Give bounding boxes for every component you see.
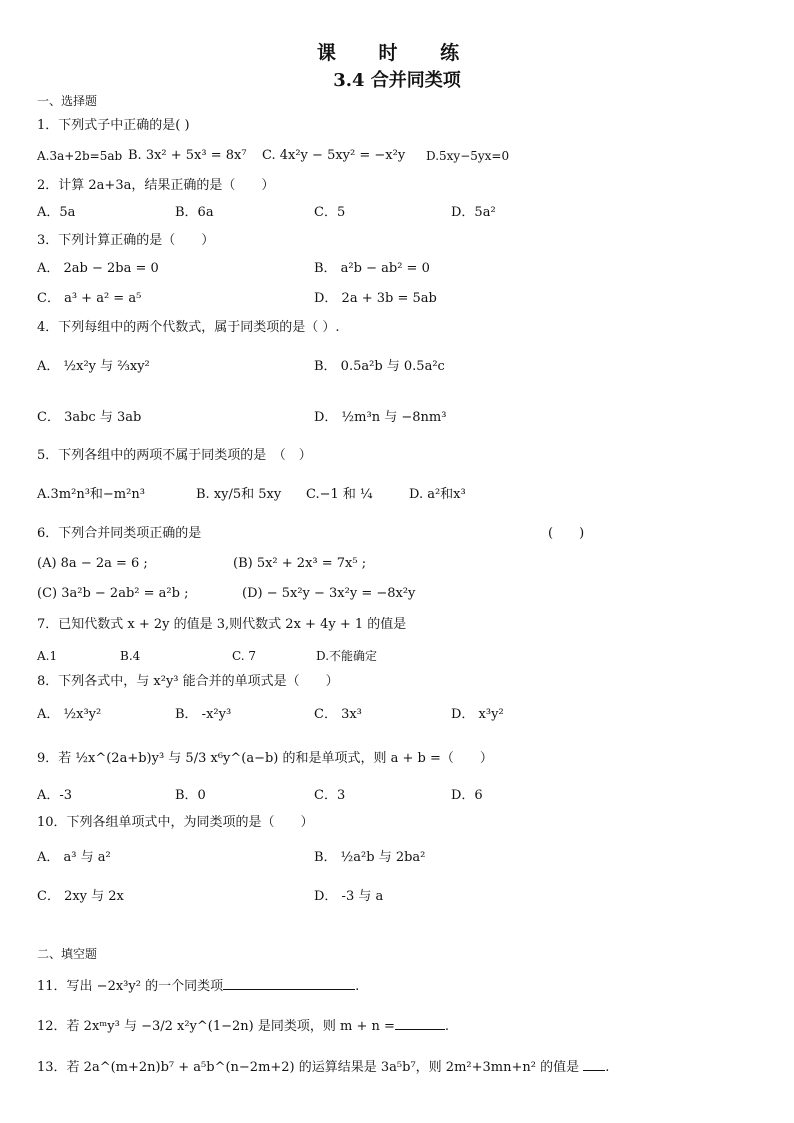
question-3-option-b: B． a²b − ab² = 0 <box>314 261 430 276</box>
question-13-stem: 13．若 2a^(m+2n)b⁷ + a⁵b^(n−2m+2) 的运算结果是 3a⁵b⁷，则 2m²+3mn+n² 的值是 <box>37 1060 580 1075</box>
question-11-stem: 11．写出 −2x³y² 的一个同类项 <box>37 979 224 994</box>
question-7-option-b: B.4 <box>120 649 141 663</box>
question-9-option-b: B．0 <box>175 788 206 803</box>
question-12-stem: 12．若 2xᵐy³ 与 −3/2 x²y^(1−2n) 是同类项，则 m + n = <box>37 1019 395 1034</box>
question-2-option-a: A．5a <box>37 205 76 220</box>
question-1-option-a: A.3a+2b=5ab <box>37 149 123 163</box>
section-heading-choice: 一、选择题 <box>37 94 98 108</box>
question-9-option-c: C．3 <box>314 788 346 803</box>
question-11-answer-blank[interactable] <box>223 975 355 990</box>
question-4-stem: 4．下列每组中的两个代数式，属于同类项的是（ ）. <box>37 320 340 335</box>
question-9-option-a: A．-3 <box>37 788 73 803</box>
question-8-option-a: A． ½x³y² <box>37 707 102 722</box>
question-4-option-a: A． ½x²y 与 ⅔xy² <box>37 359 150 374</box>
question-10-option-b: B． ½a²b 与 2ba² <box>314 850 426 865</box>
page-subtitle: 3.4 合并同类项 <box>333 70 461 91</box>
question-8-option-d: D． x³y² <box>451 707 504 722</box>
question-2-option-c: C．5 <box>314 205 346 220</box>
question-12: 12．若 2xᵐy³ 与 −3/2 x²y^(1−2n) 是同类项，则 m + n = . <box>37 1015 449 1036</box>
question-10-option-d: D． -3 与 a <box>314 889 384 904</box>
question-6-option-c: (C) 3a²b − 2ab² = a²b ; <box>37 586 189 601</box>
question-1-option-c: C. 4x²y − 5xy² = −x²y <box>262 148 406 163</box>
question-3-option-a: A． 2ab − 2ba = 0 <box>37 261 159 276</box>
question-2-option-d: D．5a² <box>451 205 496 220</box>
question-5-option-b: B. xy/5和 5xy <box>196 487 282 502</box>
question-6-stem: 6．下列合并同类项正确的是 <box>37 526 202 541</box>
question-13-answer-blank[interactable] <box>583 1056 605 1071</box>
question-4-option-b: B． 0.5a²b 与 0.5a²c <box>314 359 445 374</box>
page-title: 课 时 练 <box>316 42 478 64</box>
question-13: 13．若 2a^(m+2n)b⁷ + a⁵b^(n−2m+2) 的运算结果是 3a⁵b⁷，则 2m²+3mn+n² 的值是 . <box>37 1056 609 1077</box>
question-2-option-b: B．6a <box>175 205 214 220</box>
question-11: 11．写出 −2x³y² 的一个同类项 . <box>37 975 359 996</box>
question-6-answer-paren: ( ) <box>548 526 585 541</box>
question-1-option-b: B. 3x² + 5x³ = 8x⁷ <box>128 148 247 163</box>
question-5-option-c: C.−1 和 ¼ <box>306 487 373 502</box>
question-8-option-b: B． -x²y³ <box>175 707 232 722</box>
question-6-option-a: (A) 8a − 2a = 6 ; <box>37 556 148 571</box>
question-1-option-d: D.5xy−5yx=0 <box>426 149 510 163</box>
question-5-option-a: A.3m²n³和−m²n³ <box>37 487 145 502</box>
question-3-option-c: C． a³ + a² = a⁵ <box>37 291 142 306</box>
question-10-stem: 10．下列各组单项式中，为同类项的是（ ） <box>37 815 314 830</box>
question-12-answer-blank[interactable] <box>395 1015 445 1030</box>
question-9-option-d: D．6 <box>451 788 483 803</box>
question-10-option-c: C． 2xy 与 2x <box>37 889 124 904</box>
question-5-option-d: D. a²和x³ <box>409 487 466 502</box>
question-3-stem: 3．下列计算正确的是（ ） <box>37 233 215 248</box>
question-6-option-b: (B) 5x² + 2x³ = 7x⁵ ; <box>233 556 367 571</box>
question-5-stem: 5．下列各组中的两项不属于同类项的是 （ ） <box>37 448 312 463</box>
question-3-option-d: D． 2a + 3b = 5ab <box>314 291 437 306</box>
question-9-stem: 9．若 ½x^(2a+b)y³ 与 5/3 x⁶y^(a−b) 的和是单项式，则 a + b =（ ） <box>37 751 493 766</box>
question-4-option-c: C． 3abc 与 3ab <box>37 410 142 425</box>
question-6-option-d: (D) − 5x²y − 3x²y = −8x²y <box>242 586 416 601</box>
question-7-stem: 7．已知代数式 x + 2y 的值是 3,则代数式 2x + 4y + 1 的值是 <box>37 617 407 632</box>
question-4-option-d: D． ½m³n 与 −8nm³ <box>314 410 447 425</box>
question-8-option-c: C． 3x³ <box>314 707 362 722</box>
question-8-stem: 8．下列各式中，与 x²y³ 能合并的单项式是（ ） <box>37 674 339 689</box>
section-heading-fill-in: 二、填空题 <box>37 947 98 961</box>
question-7-option-c: C. 7 <box>232 649 257 663</box>
question-1-stem: 1．下列式子中正确的是( ) <box>37 118 190 133</box>
question-7-option-d: D.不能确定 <box>316 649 378 663</box>
question-2-stem: 2．计算 2a+3a，结果正确的是（ ） <box>37 178 275 193</box>
question-7-option-a: A.1 <box>37 649 58 663</box>
question-10-option-a: A． a³ 与 a² <box>37 850 111 865</box>
